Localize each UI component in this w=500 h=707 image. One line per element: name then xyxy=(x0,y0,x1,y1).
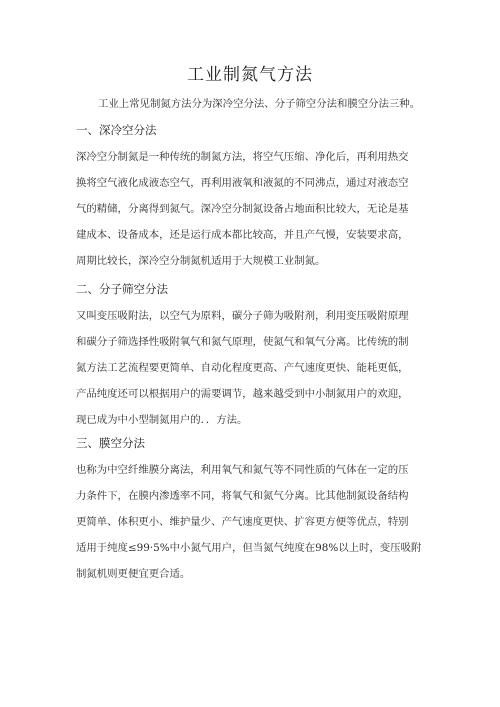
paragraph-line: 气的精储，分离得到氮气。深冷空分制氮设备占地面积比较大，无论是基 xyxy=(76,203,409,215)
section-body-cryogenic xyxy=(76,144,436,274)
paragraph-line: 周期比较长，深冷空分制氮机适用于大规模工业制氮。 xyxy=(76,255,326,267)
page-title: 工业制氮气方法 xyxy=(187,65,313,85)
section-heading-molecular-sieve: 二、分子筛空分法 xyxy=(76,282,168,296)
paragraph-line: 制氮机则更便宜更合适。 xyxy=(76,568,191,580)
paragraph-line: 也称为中空纤维膜分离法，利用氧气和氮气等不同性质的气体在一定的压 xyxy=(76,464,409,476)
paragraph-line: 又叫变压吸附法，以空气为原料，碳分子筛为吸附剂，利用变压吸附原理 xyxy=(76,310,409,322)
paragraph-line: 深冷空分制氮是一种传统的制氮方法，将空气压缩、净化后，再利用热交 xyxy=(76,151,409,163)
section-heading-cryogenic: 一、深冷空分法 xyxy=(76,123,157,137)
paragraph-line: 换将空气液化成液态空气，再利用液氧和液氮的不同沸点，通过对液态空 xyxy=(76,177,409,189)
section-heading-membrane: 三、膜空分法 xyxy=(76,436,145,450)
section-body-molecular-sieve xyxy=(76,303,436,433)
intro-paragraph: 工业上常见制氮方法分为深冷空分法、分子筛空分法和膜空分法三种。 xyxy=(98,98,421,110)
paragraph-line: 氮方法工艺流程要更简单、自动化程度更高、产气速度更快、能耗更低， xyxy=(76,362,409,374)
paragraph-line: 力条件下，在膜内渗透率不同，将氧气和氮气分离。比其他制氮设备结构 xyxy=(76,490,409,502)
paragraph-line: 建成本、设备成本，还是运行成本都比较高，并且产气慢，安装要求高， xyxy=(76,229,409,241)
paragraph-line: 和碳分子筛选择性吸附氧气和氮气原理，使氮气和氧气分离。比传统的制 xyxy=(76,336,409,348)
paragraph-line: 产品纯度还可以根据用户的需要调节，越来越受到中小制氮用户的欢迎， xyxy=(76,388,409,400)
paragraph-line: 更简单、体积更小、维护量少、产气速度更快、扩容更方便等优点，特别 xyxy=(76,516,409,528)
section-body-membrane xyxy=(76,457,436,587)
paragraph-line: 现已成为中小型制氮用户的．．方法。 xyxy=(76,414,248,426)
paragraph-line: 适用于纯度≤99·5%中小氮气用户，但当氮气纯度在98%以上时，变压吸附 xyxy=(76,542,422,554)
